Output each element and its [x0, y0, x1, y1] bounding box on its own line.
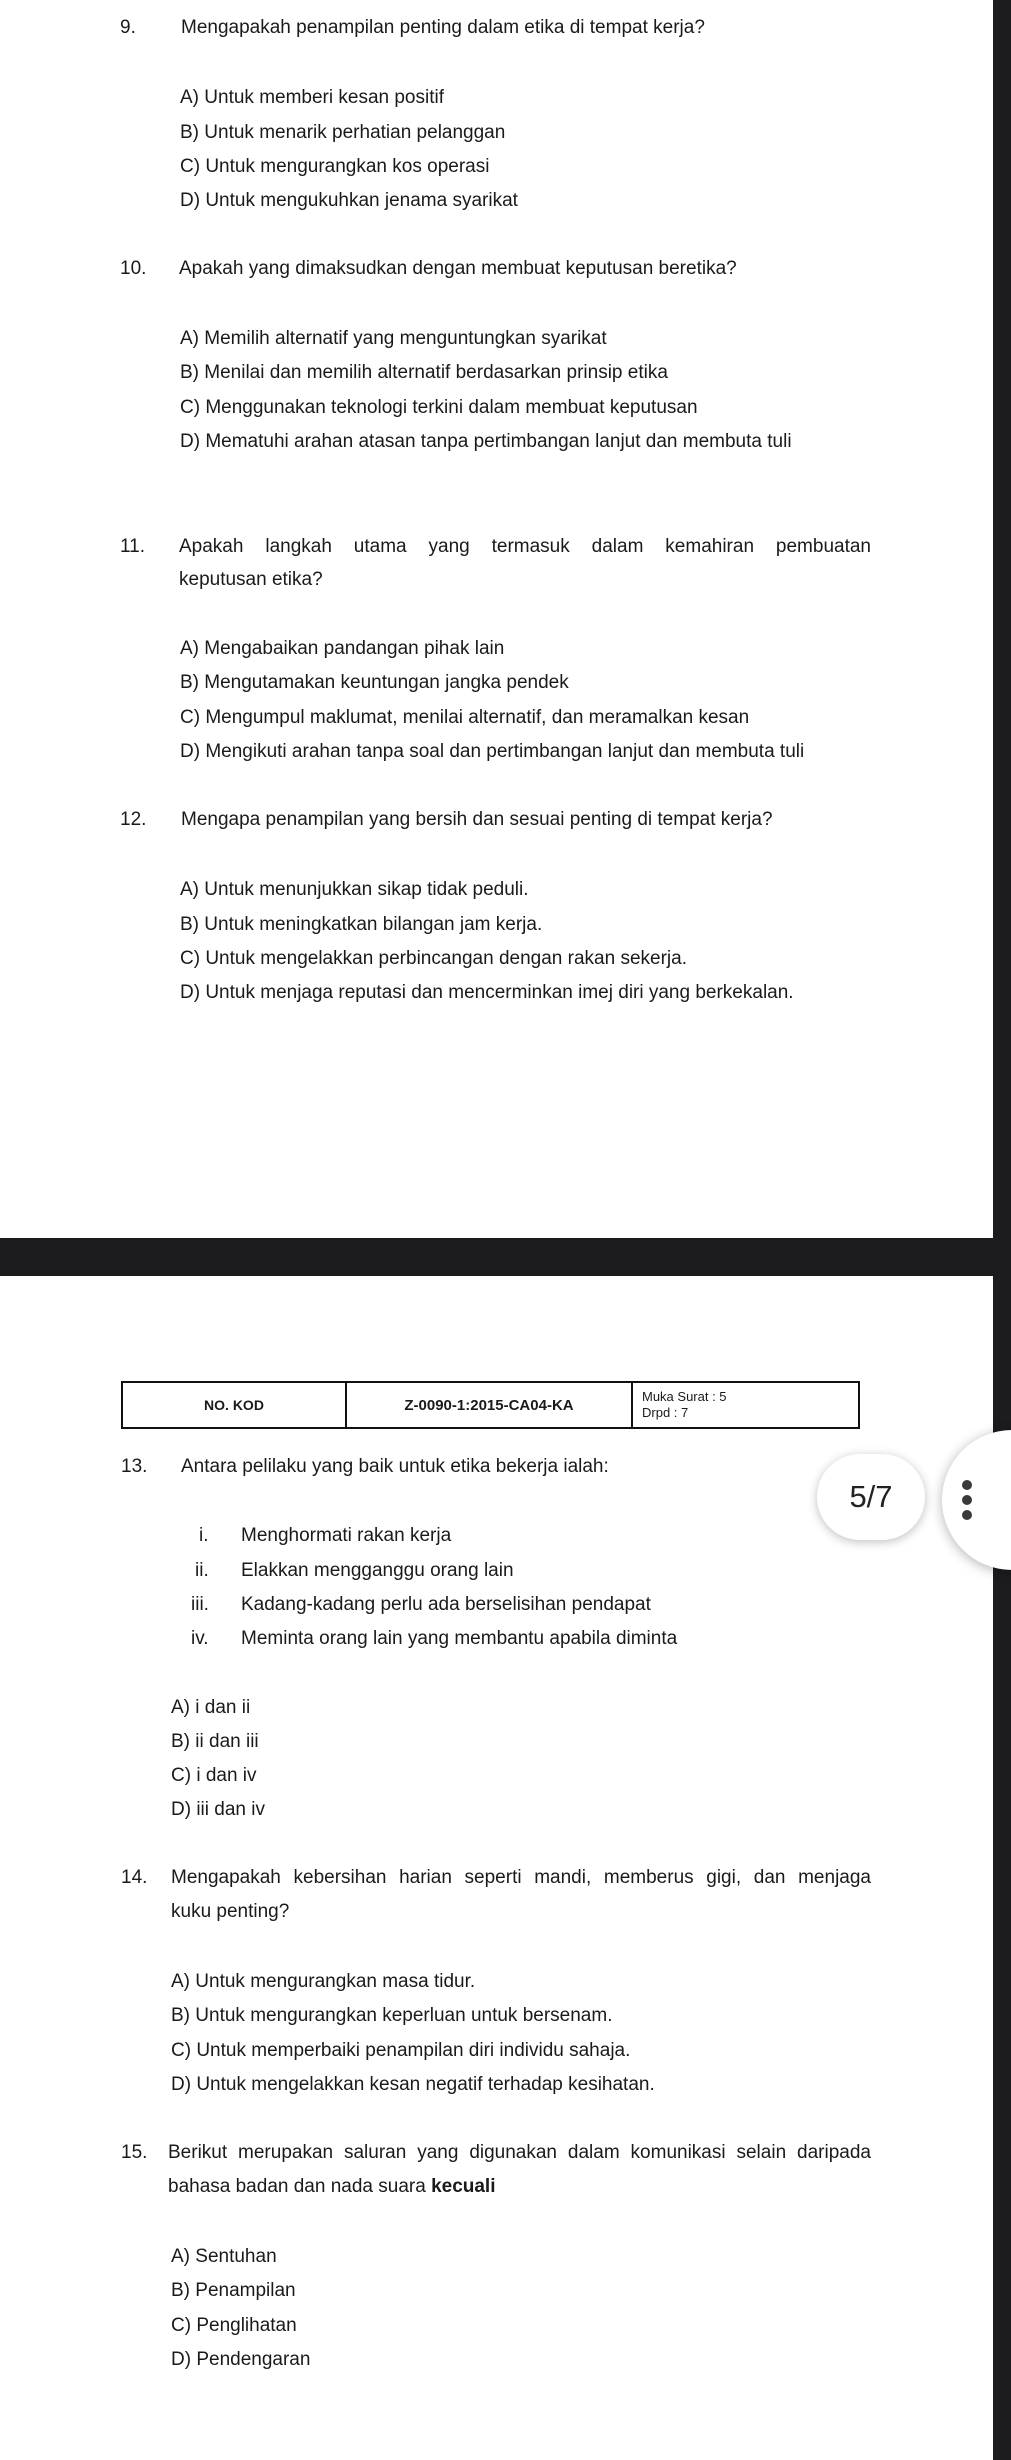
- question-11-option-a: A) Mengabaikan pandangan pihak lain: [180, 638, 505, 659]
- question-10-option-a: A) Memilih alternatif yang menguntungkan syarikat: [180, 328, 607, 349]
- question-10-option-c: C) Menggunakan teknologi terkini dalam membuat keputusan: [180, 397, 698, 418]
- question-13-option-d: D) iii dan iv: [171, 1799, 265, 1820]
- header-page-cell: [633, 1383, 858, 1427]
- viewer-background-strip: [993, 0, 1011, 2460]
- header-page-total: Drpd : 7: [642, 1405, 689, 1420]
- document-page-5: [0, 1276, 993, 2460]
- question-10-option-b: B) Menilai dan memilih alternatif berdasarkan prinsip etika: [180, 362, 668, 383]
- question-9-option-b: B) Untuk menarik perhatian pelanggan: [180, 122, 506, 143]
- question-12-text: Mengapa penampilan yang bersih dan sesuai penting di tempat kerja?: [181, 809, 773, 830]
- statement-i-text: Menghormati rakan kerja: [241, 1525, 452, 1546]
- question-11-text-line2: keputusan etika?: [179, 569, 323, 590]
- question-9-option-d: D) Untuk mengukuhkan jenama syarikat: [180, 190, 518, 211]
- question-12-option-b: B) Untuk meningkatkan bilangan jam kerja.: [180, 914, 543, 935]
- question-11-option-d: D) Mengikuti arahan tanpa soal dan pertimbangan lanjut dan membuta tuli: [180, 741, 805, 762]
- question-9-option-c: C) Untuk mengurangkan kos operasi: [180, 156, 490, 177]
- header-page-label: Muka Surat : 5: [642, 1389, 727, 1404]
- question-11-number: 11.: [120, 536, 146, 557]
- question-10-number: 10.: [120, 258, 147, 279]
- question-15-option-a: A) Sentuhan: [171, 2246, 277, 2267]
- statement-i-num: i.: [199, 1525, 209, 1546]
- question-11-option-b: B) Mengutamakan keuntungan jangka pendek: [180, 672, 569, 693]
- question-14-option-c: C) Untuk memperbaiki penampilan diri individu sahaja.: [171, 2040, 631, 2061]
- statement-ii-text: Elakkan mengganggu orang lain: [241, 1560, 514, 1581]
- header-code-label: NO. KOD: [123, 1383, 347, 1427]
- question-14-text-line2: kuku penting?: [171, 1901, 290, 1922]
- document-page-4: [0, 0, 993, 1238]
- question-13-number: 13.: [121, 1456, 148, 1477]
- question-9-option-a: A) Untuk memberi kesan positif: [180, 87, 444, 108]
- question-12-number: 12.: [120, 809, 147, 830]
- question-15-text-line2-normal: bahasa badan dan nada suara: [168, 2176, 426, 2197]
- question-9-text: Mengapakah penampilan penting dalam etika di tempat kerja?: [181, 17, 705, 38]
- question-15-number: 15.: [121, 2142, 148, 2163]
- question-12-option-a: A) Untuk menunjukkan sikap tidak peduli.: [180, 879, 529, 900]
- question-9-number: 9.: [120, 17, 136, 38]
- question-14-option-a: A) Untuk mengurangkan masa tidur.: [171, 1971, 476, 1992]
- question-12-option-c: C) Untuk mengelakkan perbincangan dengan rakan sekerja.: [180, 948, 687, 969]
- question-14-text-line1: Mengapakah kebersihan harian seperti mandi, memberus gigi, dan menjaga: [171, 1867, 871, 1888]
- question-15-option-d: D) Pendengaran: [171, 2349, 311, 2370]
- page-indicator[interactable]: 5/7: [817, 1454, 925, 1540]
- statement-iii-num: iii.: [191, 1594, 209, 1615]
- question-15-option-b: B) Penampilan: [171, 2280, 296, 2301]
- question-15-text-line1: Berikut merupakan saluran yang digunakan dalam komunikasi selain daripada: [168, 2142, 871, 2163]
- question-11-option-c: C) Mengumpul maklumat, menilai alternatif, dan meramalkan kesan: [180, 707, 750, 728]
- header-code-value: Z-0090-1:2015-CA04-KA: [347, 1383, 633, 1427]
- question-13-option-c: C) i dan iv: [171, 1765, 257, 1786]
- question-13-option-a: A) i dan ii: [171, 1697, 251, 1718]
- question-15-option-c: C) Penglihatan: [171, 2315, 297, 2336]
- question-10-text: Apakah yang dimaksudkan dengan membuat keputusan beretika?: [179, 258, 737, 279]
- question-12-option-d: D) Untuk menjaga reputasi dan mencerminkan imej diri yang berkekalan.: [180, 982, 794, 1003]
- question-15-text-bold: kecuali: [431, 2176, 496, 2197]
- statement-iv-num: iv.: [191, 1628, 209, 1649]
- question-14-option-d: D) Untuk mengelakkan kesan negatif terhadap kesihatan.: [171, 2074, 655, 2095]
- statement-iii-text: Kadang-kadang perlu ada berselisihan pendapat: [241, 1594, 651, 1615]
- question-13-option-b: B) ii dan iii: [171, 1731, 259, 1752]
- question-15-text-line2: [168, 2175, 496, 2199]
- question-14-option-b: B) Untuk mengurangkan keperluan untuk bersenam.: [171, 2005, 613, 2026]
- statement-iv-text: Meminta orang lain yang membantu apabila diminta: [241, 1628, 678, 1649]
- page-header-table: [121, 1381, 860, 1429]
- question-11-text-line1: Apakah langkah utama yang termasuk dalam kemahiran pembuatan: [179, 536, 871, 557]
- question-14-number: 14.: [121, 1867, 148, 1888]
- statement-ii-num: ii.: [195, 1560, 209, 1581]
- question-10-option-d: D) Mematuhi arahan atasan tanpa pertimbangan lanjut dan membuta tuli: [180, 431, 792, 452]
- question-13-text: Antara pelilaku yang baik untuk etika bekerja ialah:: [181, 1456, 609, 1477]
